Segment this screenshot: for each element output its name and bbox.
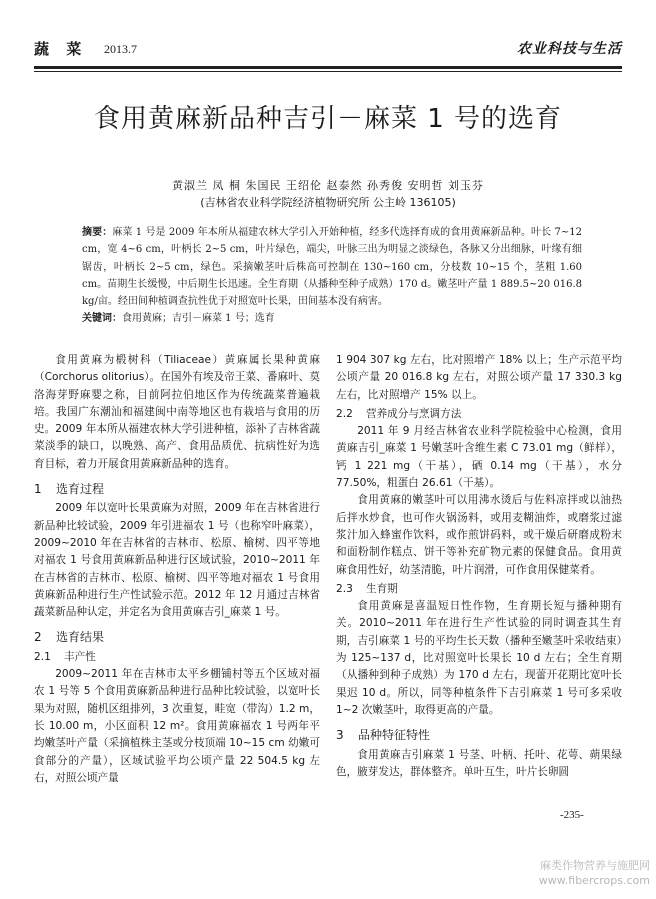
author-list: 黄淑兰 凤 桐 朱国民 王绍伦 赵泰然 孙秀俊 安明哲 刘玉芬 [172, 179, 484, 192]
section-2-2-heading [336, 406, 622, 423]
section-2-3-heading [336, 581, 622, 598]
abstract-block [82, 224, 582, 328]
right-column [336, 352, 622, 781]
intro-paragraph: 食用黄麻为椴树科（Tiliaceae）黄麻属长果种黄麻（Corchorus olitorius）。在国外有埃及帝王菜、番麻叶、莫洛海芽野麻婴之称，目前阿拉伯地区作为传统蔬菜普遍栽培。我国广东潮汕和福建闽中南等地区也有栽培与食用的历史。2009 年本所从福建农林大学引进种植，添补了吉林省蔬菜淡季的缺口，以晚熟、高产、食用品质优、抗病性好为选育目标，着力开展食用黄麻新品种的选育。 [34, 354, 320, 470]
section-title: 丰产性 [64, 650, 96, 663]
watermark [539, 858, 650, 888]
section-title: 选育结果 [56, 630, 105, 645]
watermark-site-name: 麻类作物营养与施肥网 [540, 859, 650, 872]
section-number: 2.3 [336, 582, 353, 595]
issue-date: 2013.7 [104, 42, 137, 56]
page-number: -235- [560, 809, 584, 821]
article-title: 食用黄麻新品种吉引－麻菜 1 号的选育 [93, 104, 563, 134]
section-title: 生育期 [366, 582, 398, 595]
keywords-label: 关键词： [82, 313, 122, 325]
section-2-1-paragraph: 2009~2011 年在吉林市太平乡棚铺村等五个区域对福农 1 号等 5 个食用黄麻新品种进行品种比较试验，以宽叶长果为对照，随机区组排列，3 次重复，畦宽（带沟）1.2 m，长 10.00 m，小区面积 12 m²。食用黄麻福农 1 号两年平均嫩茎叶产量（采摘植株主茎或分枝顶端 10~15 cm 幼嫩可食部分的产量），区域试验平均公顷产量 22 504.5 kg 左右，对照公顷产量 [34, 668, 320, 784]
section-1-paragraph: 2009 年以宽叶长果黄麻为对照，2009 年在吉林省进行新品种比较试验，2009 年引进福农 1 号（也称窄叶麻菜），2009~2010 年在吉林省的吉林市、松原、榆树、四平等地对福农 1 号食用黄麻新品种进行区域试验，2010~2011 年在吉林省的吉林市、松原、榆树、四平等地对福农 1 号食用黄麻新品种进行生产性试验示范。2012 年 12 月通过吉林省蔬菜新品种认定，并定名为食用黄麻吉引_麻菜 1 号。 [34, 502, 320, 619]
section-title: 营养成分与烹调方法 [366, 407, 462, 420]
section-2-3-paragraph: 食用黄麻是喜温短日性作物，生育期长短与播种期有关。2010~2011 年在进行生产性试验的同时调查其生育期，吉引麻菜 1 号的平均生长天数（播种至嫩茎叶采收结束）为 125~137 d，比对照宽叶长果长 10 d 左右；全生育期（从播种到种子成熟）为 170 d 左右，现蕾开花期比宽叶长果迟 10 d。所以，同等种植条件下吉引麻菜 1 号可多采收 1~2 次嫩茎叶，取得更高的产量。 [336, 600, 622, 716]
section-title: 品种特征特性 [358, 728, 431, 743]
section-1-heading [34, 481, 320, 498]
section-2-heading [34, 629, 320, 646]
abstract-text: 麻菜 1 号是 2009 年本所从福建农林大学引入开始种植，经多代选择育成的食用黄麻新品种。叶长 7~12 cm，宽 4~6 cm，叶柄长 2~5 cm，叶片绿色，端尖，叶脉三出为明显之淡绿色，各脉又分出细脉，叶缘有细锯齿，叶柄长 2~5 cm，绿色。采摘嫩茎叶后株高可控制在 130~160 cm，分枝数 10~15 个，茎粗 1.60 cm。苗期生长缓慢，中后期生长迅速。全生育期（从播种至种子成熟）170 d。嫩茎叶产量 1 889.5~20 016.8 kg/亩。经田间种植调查抗性优于对照宽叶长果，田间基本没有病害。 [82, 227, 583, 308]
affiliation: (吉林省农业科学院经济植物研究所 公主岭 136105) [200, 196, 456, 209]
section-2-2-paragraph-2: 食用黄麻的嫩茎叶可以用沸水烫后与佐料凉拌或以油热后拌水炒食，也可作火锅汤料，或用麦糊油炸，或磨浆过滤浆汁加入蜂蜜作饮料，或作煎饼码料，或干燥后研磨成粉末和面粉制作糕点、饼干等补充矿物元素的保健食品。食用黄麻食用性好，幼茎清脆，叶片润滑，可作食用保健菜肴。 [336, 494, 622, 576]
header-rule-thin [34, 71, 622, 72]
page-header [34, 38, 622, 64]
section-2-1-continued: 1 904 307 kg 左右，比对照增产 18% 以上；生产示范平均公顷产量 20 016.8 kg 左右，对照公顷产量 17 330.3 kg 左右，比对照增产 15% 以上。 [336, 354, 622, 401]
column-name: 农业科技与生活 [517, 41, 622, 57]
section-title: 选育过程 [56, 482, 105, 497]
section-number: 2.1 [34, 650, 51, 663]
watermark-url: www.fibercrops.com [538, 874, 650, 887]
section-3-paragraph: 食用黄麻吉引麻菜 1 号茎、叶柄、托叶、花萼、蒴果绿色，腋芽发达，群体整齐。单叶互生，叶片长卵圆 [336, 748, 622, 778]
header-rule-thick [34, 66, 622, 69]
section-number: 1 [34, 482, 42, 497]
section-2-1-heading [34, 649, 320, 666]
section-3-heading [336, 727, 622, 744]
section-number: 2 [34, 630, 42, 645]
abstract-label: 摘要： [82, 227, 113, 238]
journal-name: 蔬 菜 [34, 40, 88, 58]
section-2-2-paragraph-1: 2011 年 9 月经吉林省农业科学院检验中心检测，食用黄麻吉引_麻菜 1 号嫩茎叶含维生素 C 73.01 mg（鲜样），钙 1 221 mg（干基），硒 0.14 mg（干基），水分 77.50%，粗蛋白 26.61（干基）。 [336, 425, 622, 490]
left-column [34, 352, 320, 787]
section-number: 2.2 [336, 407, 353, 420]
section-number: 3 [336, 728, 344, 743]
keywords-text: 食用黄麻；吉引－麻菜 1 号；选育 [122, 313, 275, 325]
